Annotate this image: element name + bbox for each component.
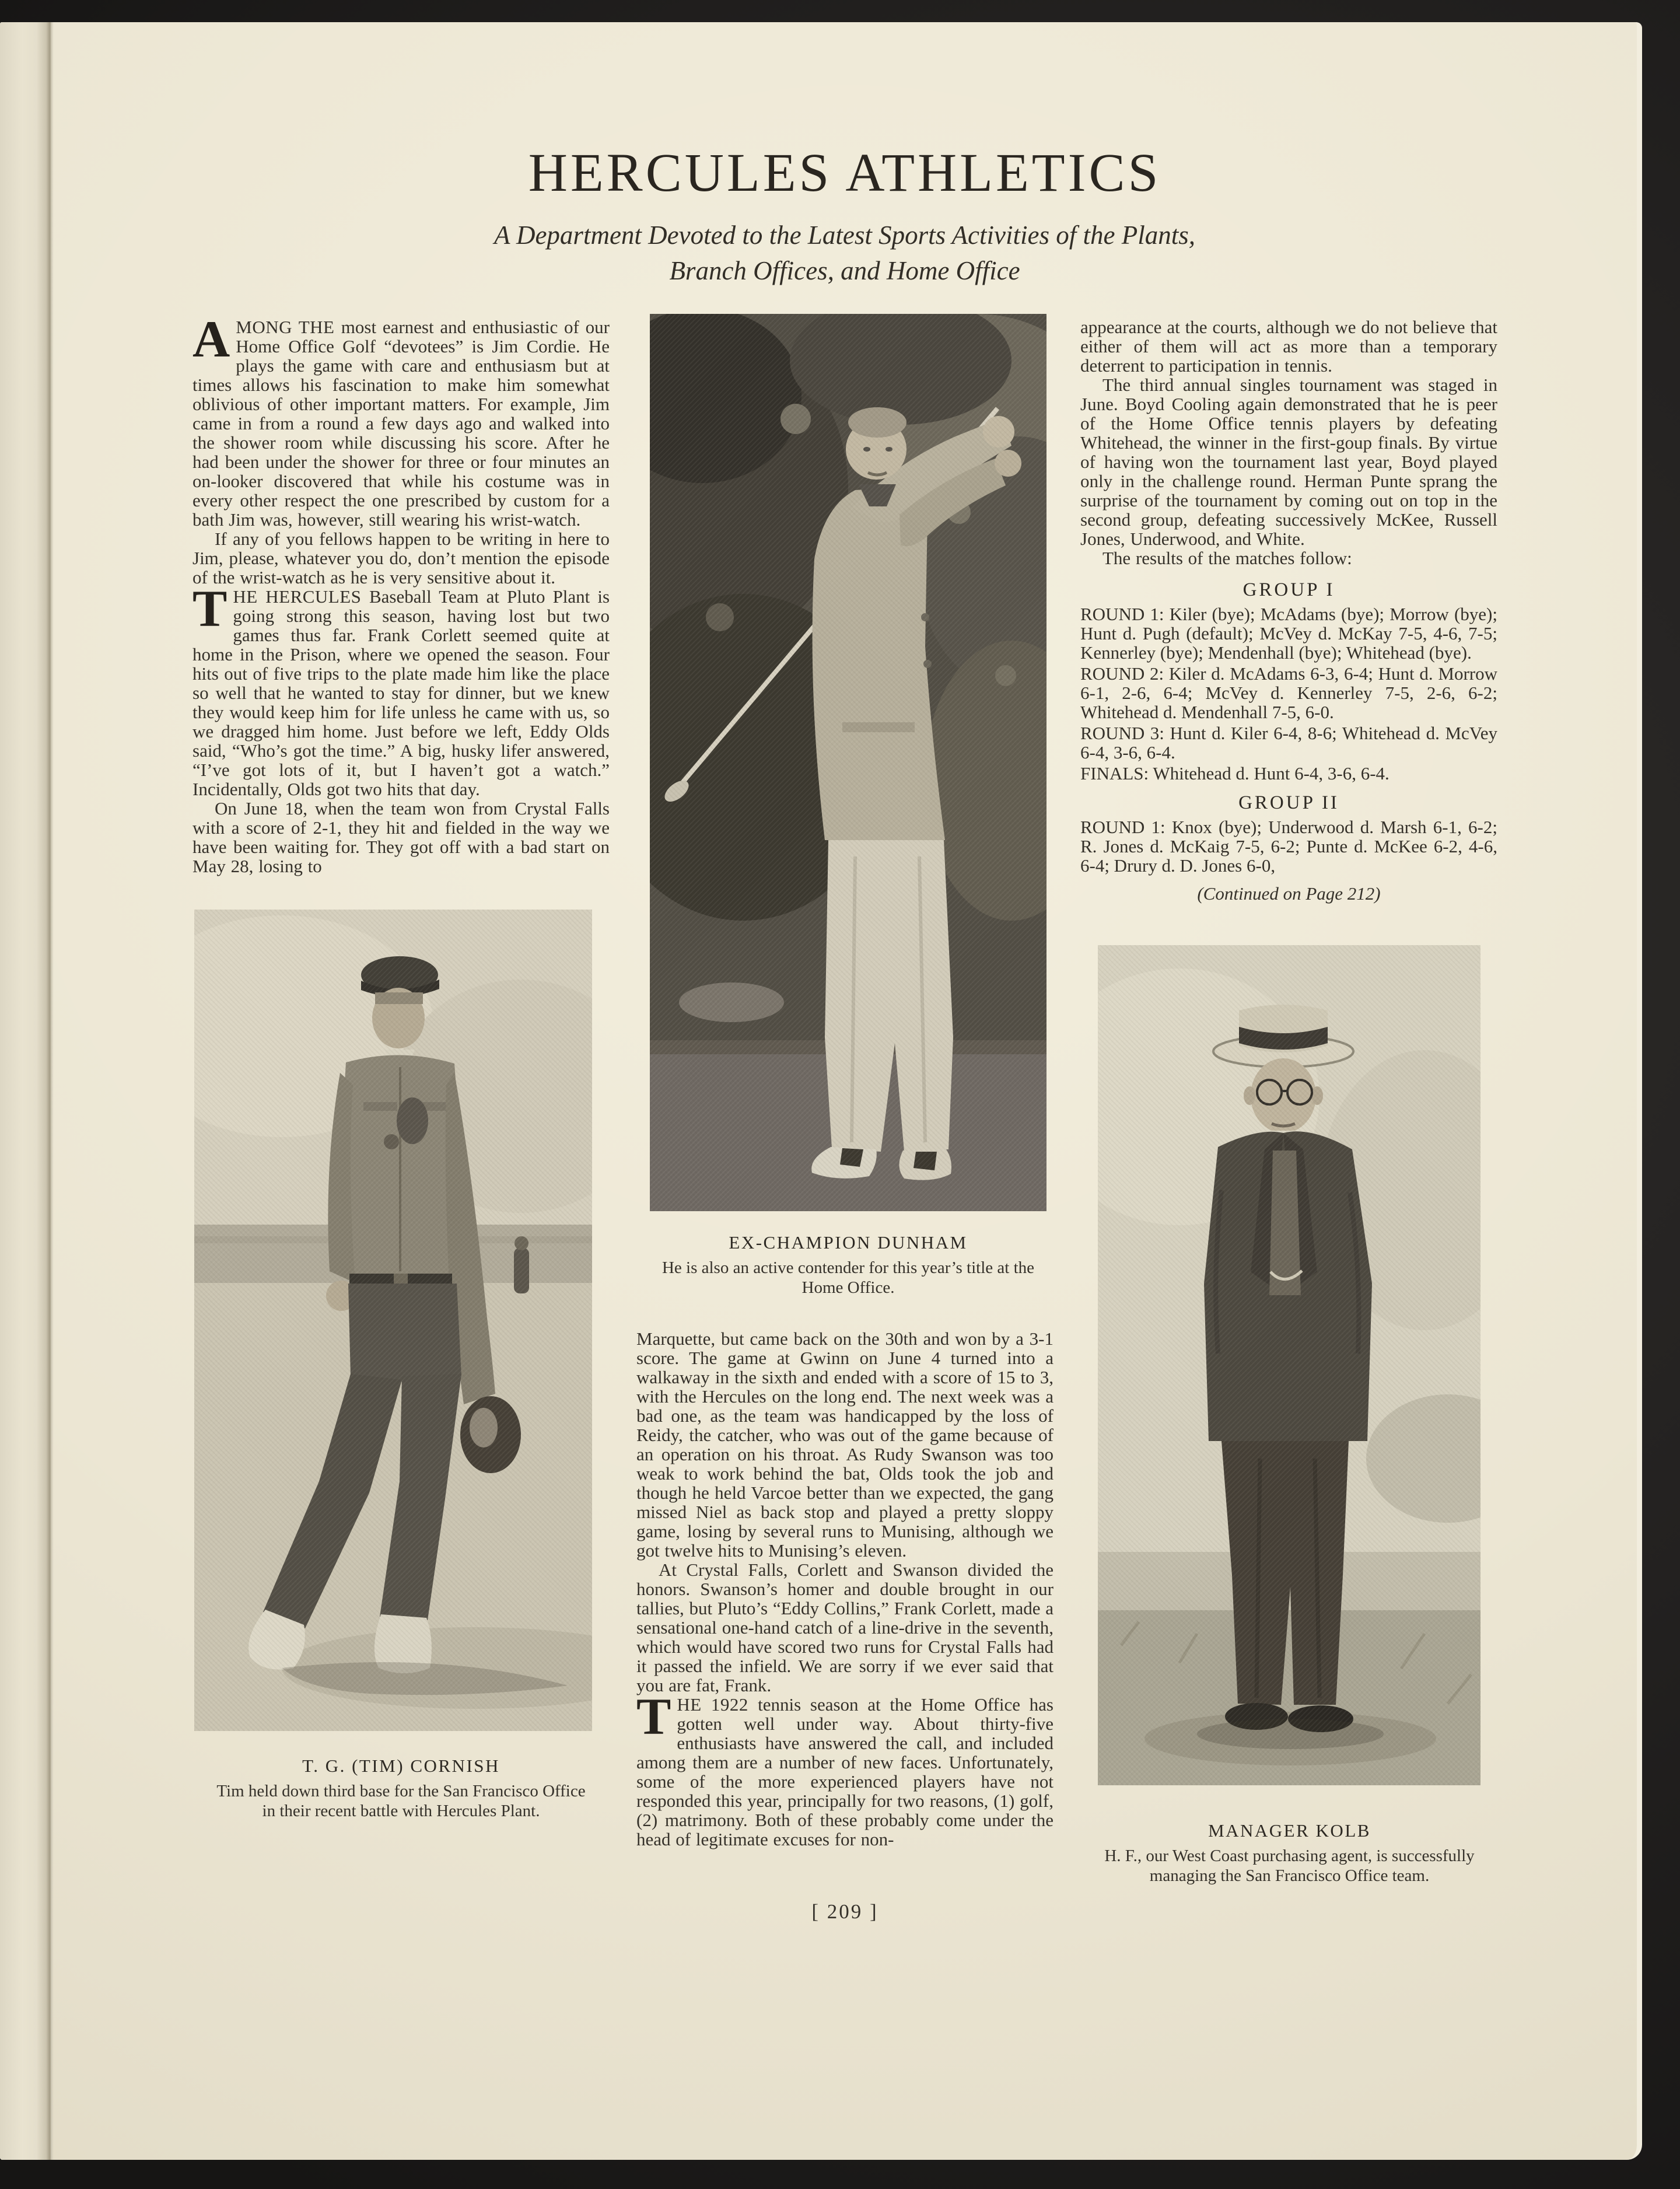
photo-kolb bbox=[1098, 945, 1480, 1785]
paragraph-crystal-falls: At Crystal Falls, Corlett and Swanson divided the honors. Swanson’s homer and double brought in our tallies, but Pluto’s “Eddy Collins,” Frank Corlett, made a sensational one-hand catch of a line-drive in the seventh, which would have scored two runs for Crystal Falls had it passed the infield. We are sorry if we ever said that you are fat, Frank. bbox=[636, 1559, 1054, 1695]
paragraph-golf-cordie bbox=[192, 311, 610, 530]
cornish-photo-illustration bbox=[194, 910, 592, 1731]
kolb-photo-illustration bbox=[1098, 945, 1480, 1785]
subtitle-line-2: Branch Offices, and Home Office bbox=[669, 256, 1020, 285]
photo-cornish bbox=[194, 910, 592, 1731]
binding-gutter-edge bbox=[0, 22, 54, 2160]
dunham-caption-title: EX-CHAMPION DUNHAM bbox=[729, 1232, 968, 1253]
page-title: HERCULES ATHLETICS bbox=[528, 143, 1161, 203]
cornish-caption-body: Tim held down third base for the San Francisco Office in their recent battle with Hercules Plant. bbox=[216, 1782, 586, 1820]
paragraph-results-intro: The results of the matches follow: bbox=[1102, 548, 1352, 568]
dunham-caption bbox=[650, 1232, 1046, 1298]
paragraph-text: most earnest and enthusiastic of our Home Office Golf “devotees” is Jim Cordie. He plays the game with care and enthusiasm but at times allows his fascination to make him somewhat oblivious of other important matters. For example, Jim came in from a round a few days ago and walked into the shower room while discussing his score. After he had been under the shower for three or four minutes an on-looker discovered that while his costume was in every other respect the one prescribed by custom for a bath Jim was, however, still wearing his wrist-watch. bbox=[192, 317, 610, 530]
page-number: [ 209 ] bbox=[811, 1900, 878, 1923]
paragraph-wristwatch-note: If any of you fellows happen to be writing in here to Jim, please, whatever you do, don’t mention the episode of the wrist-watch as he is very sensitive about it. bbox=[192, 529, 610, 588]
kolb-caption-body: H. F., our West Coast purchasing agent, is successfully managing the San Francisco Office team. bbox=[1104, 1847, 1475, 1885]
dunham-caption-body: He is also an active contender for this year’s title at the Home Office. bbox=[662, 1258, 1035, 1297]
paragraph-lead: MONG THE bbox=[236, 317, 341, 337]
paragraph-lead: HE HERCULES bbox=[233, 586, 369, 607]
kolb-caption-title: MANAGER KOLB bbox=[1208, 1820, 1371, 1841]
group1-round1: ROUND 1: Kiler (bye); McAdams (bye); Morrow (bye); Hunt d. Pugh (default); McVey d. McKay 7-5, 4-6, 7-5; Kennerley (bye); Mendenhall (bye); Whitehead (bye). bbox=[1080, 604, 1497, 663]
paragraph-marquette: Marquette, but came back on the 30th and won by a 3-1 score. The game at Gwinn on June 4 turned into a walkaway in the sixth and ended with a score of 15 to 3, with the Hercules on the long end. The next week was a bad one, as the team was handicapped by the loss of Reidy, the catcher, who was out of the game because of an operation on his throat. As Rudy Swanson was too weak to work behind the bat, Olds took the job and though he held Varcoe better than we expected, the gang missed Niel as back stop and played a pretty sloppy game, losing by several runs to Munising, although we got twelve hits to Munising’s eleven. bbox=[636, 1328, 1054, 1561]
dropcap-A: A bbox=[192, 311, 230, 368]
continued-note: (Continued on Page 212) bbox=[1197, 883, 1381, 904]
column-right bbox=[1080, 317, 1497, 1886]
column-left bbox=[192, 311, 610, 1821]
kolb-caption bbox=[1082, 1820, 1497, 1886]
paragraph-text: Baseball Team at Pluto Plant is going strong this season, having lost but two games thus far. Frank Corlett seemed quite at home in the Prison, where we opened the season. Four hits out of five trips to the plate made him like the place so well that he wanted to stay for dinner, but we knew they would keep him for life unless he came with us, so we dragged him home. Just before we left, Eddy Olds said, “Who’s got the time.” A big, husky lifer answered, “I’ve got lots of it, but I haven’t got a watch.” Incidentally, Olds got two hits that day. bbox=[192, 586, 610, 799]
group1-round2: ROUND 2: Kiler d. McAdams 6-3, 6-4; Hunt d. Morrow 6-1, 2-6, 6-4; McVey d. Kennerley 7-5, 2-6, 6-2; Whitehead d. Mendenhall 7-5, 6-0. bbox=[1080, 663, 1497, 722]
group1-round3: ROUND 3: Hunt d. Kiler 6-4, 8-6; Whitehead d. McVey 6-4, 3-6, 6-4. bbox=[1080, 723, 1497, 763]
paragraph-june18: On June 18, when the team won from Crystal Falls with a score of 2-1, they hit and fielded in the way we have been waiting for. They got off with a bad start on May 28, losing to bbox=[192, 798, 610, 876]
group1-finals: FINALS: Whitehead d. Hunt 6-4, 3-6, 6-4. bbox=[1080, 763, 1390, 784]
dropcap-T: T bbox=[192, 581, 228, 638]
masthead bbox=[192, 143, 1497, 289]
dunham-photo-illustration bbox=[650, 314, 1046, 1211]
paragraph-baseball-team bbox=[192, 581, 610, 799]
page-subtitle bbox=[192, 218, 1497, 289]
column-middle bbox=[636, 317, 1054, 1924]
group2-heading: GROUP II bbox=[1238, 792, 1339, 813]
paragraph-tournament: The third annual singles tournament was staged in June. Boyd Cooling again demonstrated that he is peer of the Home Office tennis players by defeating Whitehead, the winner in the first-goup finals. By virtue of having won the tournament last year, Boyd played only in the challenge round. Herman Punte sprang the surprise of the tournament by coming out on top in the second group, defeating successively McKee, Russell Jones, Underwood, and White. bbox=[1080, 375, 1497, 549]
paragraph-lead: HE 1922 bbox=[677, 1694, 758, 1715]
dropcap-T: T bbox=[636, 1688, 671, 1746]
article-columns bbox=[192, 311, 1497, 1924]
subtitle-line-1: A Department Devoted to the Latest Sports Activities of the Plants, bbox=[494, 221, 1195, 250]
photo-dunham bbox=[650, 314, 1046, 1211]
paragraph-appearance: appearance at the courts, although we do not believe that either of them will act as more than a temporary deterrent to participation in tennis. bbox=[1080, 317, 1497, 376]
paragraph-text: tennis season at the Home Office has gotten well under way. About thirty-five enthusiasts have answered the call, and included among them are a number of new faces. Unfortunately, some of the more experienced players have not responded this year, principally for two reasons, (1) golf, (2) matrimony. Both of these probably come under the head of legitimate excuses for non- bbox=[636, 1694, 1054, 1849]
paragraph-tennis-season bbox=[636, 1688, 1054, 1849]
cornish-caption bbox=[192, 1756, 610, 1821]
group1-heading: GROUP I bbox=[1242, 579, 1335, 600]
group2-round1: ROUND 1: Knox (bye); Underwood d. Marsh 6-1, 6-2; R. Jones d. McKaig 7-5, 6-2; Punte d. McKee 6-2, 4-6, 6-4; Drury d. D. Jones 6-0, bbox=[1080, 817, 1497, 876]
magazine-page bbox=[0, 22, 1642, 2160]
cornish-caption-title: T. G. (TIM) CORNISH bbox=[302, 1756, 500, 1776]
